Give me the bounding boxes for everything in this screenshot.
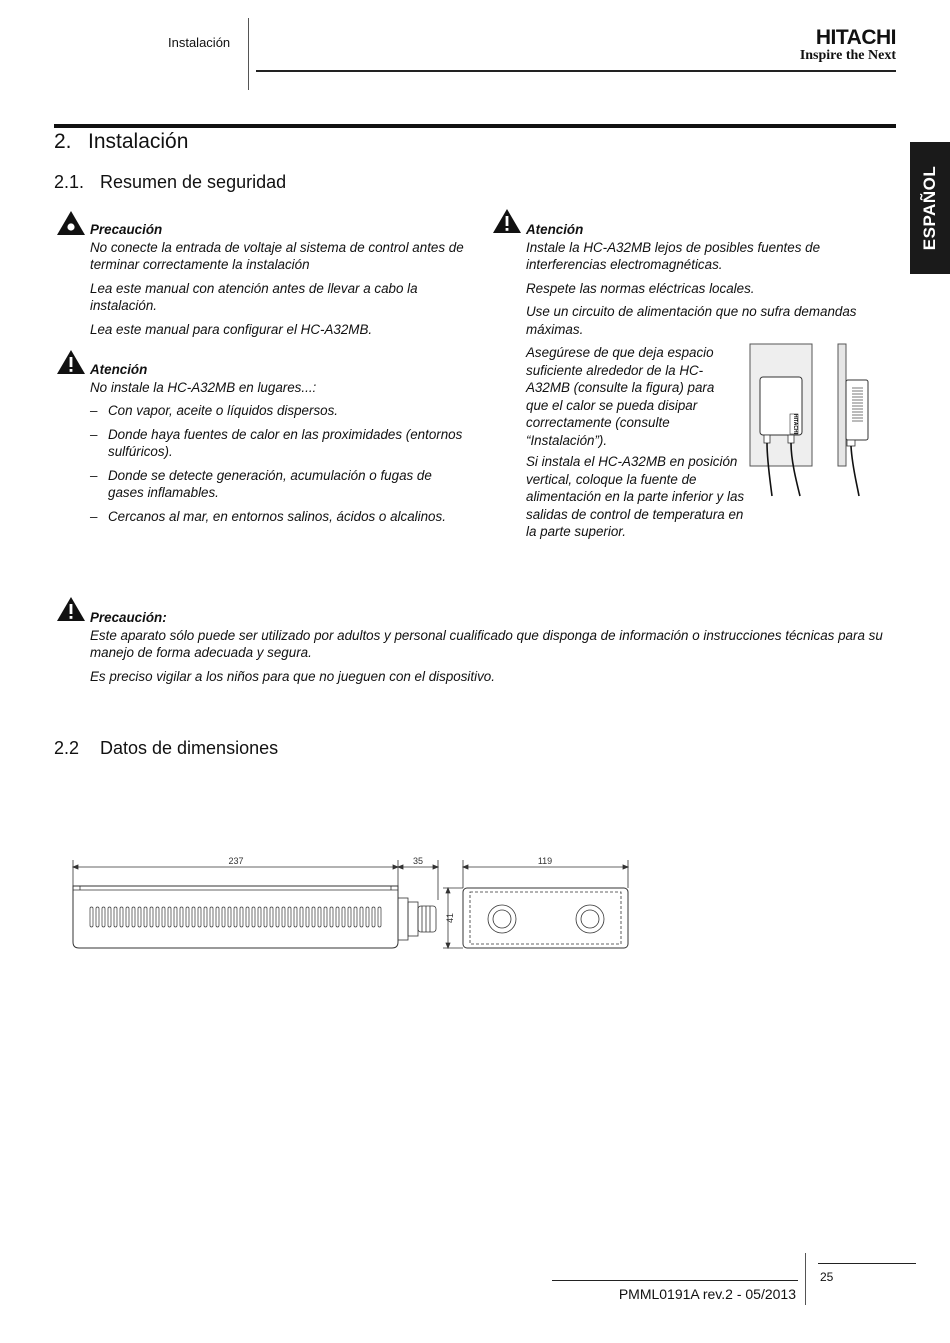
device-label: HITACHI	[792, 414, 798, 434]
section-2-2-heading	[54, 738, 278, 759]
list-item: – Cercanos al mar, en entornos salinos, ácidos o alcalinos.	[90, 508, 465, 526]
list-item: – Donde se detecte generación, acumulación o fugas de gases inflamables.	[90, 467, 465, 502]
section-2-1-title: Resumen de seguridad	[100, 172, 287, 192]
section-2-1-number: 2.1.	[54, 172, 85, 192]
right-attention-block	[526, 221, 894, 344]
attention-warning-icon	[492, 208, 522, 234]
page-title-number: 2.	[54, 130, 72, 153]
hitachi-logo	[776, 28, 896, 64]
footer-document-id: PMML0191A rev.2 - 05/2013	[618, 1286, 796, 1302]
page-title-text: Instalación	[88, 130, 189, 153]
caution-full-block	[90, 609, 895, 691]
attention-list	[90, 402, 465, 525]
attention-block	[90, 361, 465, 531]
caution-full-title: Precaución:	[90, 610, 167, 625]
right-attention-line: Instale la HC-A32MB lejos de posibles fuentes de interferencias electromagnéticas.	[526, 239, 821, 272]
footer-divider	[805, 1253, 806, 1305]
language-tab-label: ESPAÑOL	[920, 165, 939, 251]
caution-line: Lea este manual con atención antes de llevar a cabo la instalación.	[90, 280, 418, 313]
vertical-note-text: Si instala el HC-A32MB en posición vertical, coloque la fuente de alimentación en la parte inferior y las salidas de control de temperatura en la parte superior.	[526, 454, 745, 539]
dim-width-label: 119	[537, 856, 553, 866]
list-item: – Con vapor, aceite o líquidos dispersos.	[90, 402, 465, 420]
page-number: 25	[820, 1270, 834, 1284]
language-tab	[910, 142, 950, 274]
attention-title: Atención	[90, 362, 148, 377]
right-attention-title: Atención	[526, 222, 584, 237]
caution-warning-icon	[56, 210, 86, 236]
right-attention-line: Respete las normas eléctricas locales.	[526, 280, 755, 296]
right-attention-line: Use un circuito de alimentación que no sufra demandas máximas.	[526, 304, 857, 337]
caution-line: Lea este manual para configurar el HC-A32MB.	[90, 321, 373, 337]
list-item: – Donde haya fuentes de calor en las proximidades (entornos sulfúricos).	[90, 426, 465, 461]
footer-rule-left	[552, 1280, 798, 1281]
attention-intro: No instale la HC-A32MB en lugares...:	[90, 379, 317, 395]
logo-tagline: Inspire the Next	[799, 48, 896, 63]
caution-title: Precaución	[90, 222, 163, 237]
header-section-label: Instalación	[168, 35, 231, 50]
section-2-1-heading	[54, 172, 286, 193]
caution-warning-icon	[56, 596, 86, 622]
section-2-2-title: Datos de dimensiones	[100, 738, 279, 758]
dim-length-label: 237	[228, 856, 244, 866]
vertical-note	[526, 453, 748, 547]
header-rule	[256, 70, 896, 72]
space-note-text: Asegúrese de que deja espacio suficiente alrededor de la HC-A32MB (consulte la figura) para que el calor se pueda disipar correctamente (consulte “Instalación”).	[526, 345, 715, 448]
logo-brand: HITACHI	[815, 26, 896, 49]
dimension-drawing	[60, 852, 640, 962]
header-divider	[248, 18, 249, 90]
page-title	[54, 130, 188, 154]
dim-gland-label: 35	[412, 856, 424, 866]
caution-block	[90, 221, 465, 344]
section-2-2-number: 2.2	[54, 738, 80, 758]
caution-full-line: Este aparato sólo puede ser utilizado por adultos y personal cualificado que disponga de información o instrucciones técnicas para su manejo de forma adecuada y segura.	[90, 627, 883, 660]
footer-rule-right	[818, 1263, 916, 1264]
installation-clearance-figure	[746, 340, 876, 502]
caution-full-line: Es preciso vigilar a los niños para que no jueguen con el dispositivo.	[90, 668, 495, 684]
space-note	[526, 344, 732, 455]
section-rule	[54, 124, 896, 128]
attention-warning-icon	[56, 349, 86, 375]
dim-height-label: 41	[445, 912, 455, 924]
caution-line: No conecte la entrada de voltaje al sistema de control antes de terminar correctamente la instalación	[90, 239, 464, 272]
